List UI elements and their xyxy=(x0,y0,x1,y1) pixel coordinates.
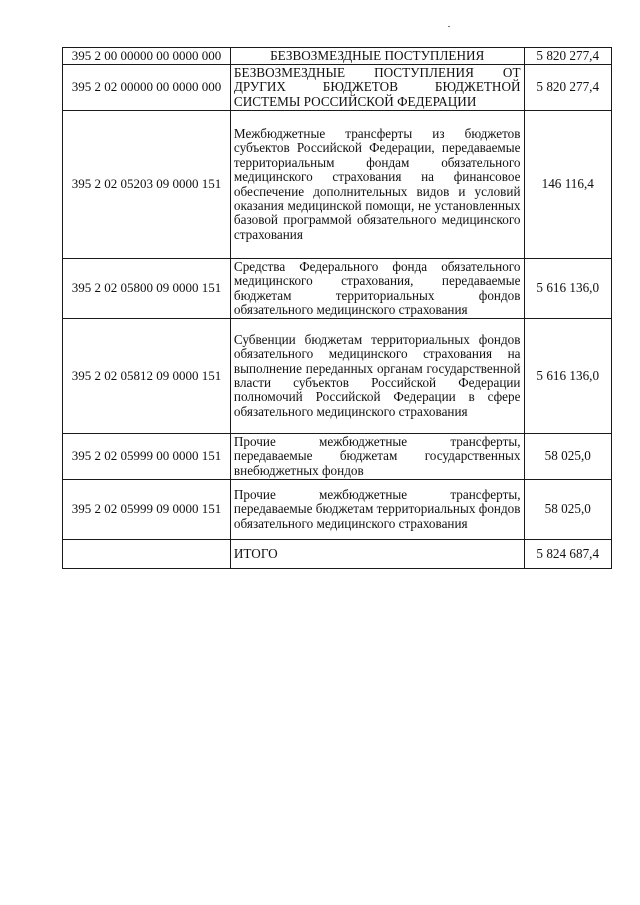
table-row xyxy=(63,65,612,111)
amount: 58 025,0 xyxy=(524,434,612,480)
table-row xyxy=(63,111,612,259)
budget-code: 395 2 02 05800 09 0000 151 xyxy=(63,259,231,319)
budget-code: 395 2 02 05812 09 0000 151 xyxy=(63,319,231,434)
table-row xyxy=(63,48,612,65)
revenue-name: БЕЗВОЗМЕЗДНЫЕ ПОСТУПЛЕНИЯ xyxy=(230,48,524,65)
table-row xyxy=(63,434,612,480)
budget-revenue-table xyxy=(62,47,612,569)
page-mark xyxy=(448,26,450,27)
amount: 58 025,0 xyxy=(524,480,612,540)
revenue-name: Средства Федерального фонда обязательного медицинского страхования, передаваемые бюджетам территориальных фондов обязательного медицинского страхования xyxy=(230,259,524,319)
revenue-name: Субвенции бюджетам территориальных фондов обязательного медицинского страхования на выполнение переданных органам государственной власти субъектов Российской Федерации полномочий Российской Федерации в сфере обязательного медицинского страхования xyxy=(230,319,524,434)
table-row xyxy=(63,259,612,319)
revenue-name: Прочие межбюджетные трансферты, передаваемые бюджетам государственных внебюджетных фондов xyxy=(230,434,524,480)
table-row xyxy=(63,480,612,540)
budget-code: 395 2 02 05999 00 0000 151 xyxy=(63,434,231,480)
budget-code: 395 2 02 05999 09 0000 151 xyxy=(63,480,231,540)
revenue-name: Прочие межбюджетные трансферты, передаваемые бюджетам территориальных фондов обязательного медицинского страхования xyxy=(230,480,524,540)
table-row xyxy=(63,319,612,434)
budget-code: 395 2 02 00000 00 0000 000 xyxy=(63,65,231,111)
amount: 146 116,4 xyxy=(524,111,612,259)
revenue-name: Межбюджетные трансферты из бюджетов субъектов Российской Федерации, передаваемые территориальным фондам обязательного медицинского страхования на финансовое обеспечение дополнительных видов и условий оказания медицинской помощи, не установленных базовой программой обязательного медицинского страхования xyxy=(230,111,524,259)
revenue-name: БЕЗВОЗМЕЗДНЫЕ ПОСТУПЛЕНИЯ ОТ ДРУГИХ БЮДЖЕТОВ БЮДЖЕТНОЙ СИСТЕМЫ РОССИЙСКОЙ ФЕДЕРАЦИИ xyxy=(230,65,524,111)
total-amount: 5 824 687,4 xyxy=(524,540,612,569)
amount: 5 820 277,4 xyxy=(524,48,612,65)
budget-code: 395 2 00 00000 00 0000 000 xyxy=(63,48,231,65)
amount: 5 616 136,0 xyxy=(524,319,612,434)
amount: 5 820 277,4 xyxy=(524,65,612,111)
amount: 5 616 136,0 xyxy=(524,259,612,319)
budget-code xyxy=(63,540,231,569)
total-label: ИТОГО xyxy=(230,540,524,569)
budget-code: 395 2 02 05203 09 0000 151 xyxy=(63,111,231,259)
total-row xyxy=(63,540,612,569)
